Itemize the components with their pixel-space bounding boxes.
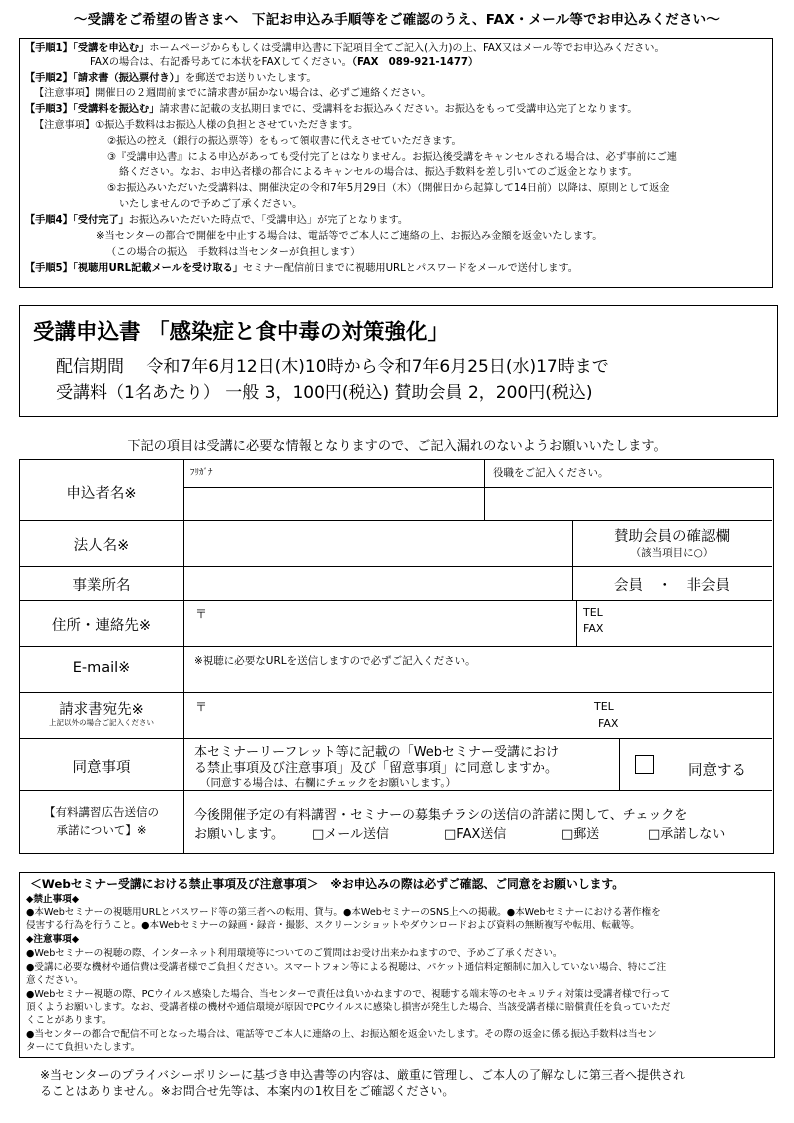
caution-item-3: ●Webセミナー視聴の際、PCウイルス感染した場合、当センターで責任は負いかねますので、視聴する端末等のセキュリティ対策は受講者様で行って [26, 989, 671, 1000]
intro-note: 下記の項目は受講に必要な情報となりますので、ご記入漏れのないようお願いいたします。 [127, 439, 667, 454]
application-title-box [19, 305, 778, 417]
address-contact-label: 住所・連絡先※ [51, 618, 152, 634]
notice-title: ＜Webセミナー受講における禁止事項及び注意事項＞ ※お申込みの際は必ずご確認、ご同意をお願いします。 [30, 877, 625, 891]
member-check-subtitle: （該当項目に○） [630, 547, 714, 559]
invoice-address-label: 請求書宛先※ [59, 702, 144, 718]
step-3-note-4: ⑤お振込みいただいた受講料は、開催決定の令和7年5月29日（木）（開催日から起算して14日前）以降は、原則として返金 [107, 183, 670, 194]
caution-heading: ◆注意事項◆ [26, 934, 80, 945]
ads-option-fax[interactable]: □FAX送信 [444, 827, 507, 842]
position-label: 役職をご記入ください。 [493, 467, 609, 479]
step-5 [25, 262, 578, 275]
email-field[interactable] [190, 667, 766, 689]
consent-checkbox[interactable] [635, 755, 654, 774]
step-4-note-1: ※当センターの都合で開催を中止する場合は、電話等でご本人にご連絡の上、お振込み金額を返金いたします。 [96, 231, 603, 242]
fax-label: FAX [583, 622, 604, 635]
step-4-label: 【手順4】「受付完了」 [25, 215, 129, 226]
page-title: 受講申込書 「感染症と食中毒の対策強化」 [33, 320, 449, 345]
caution-item-4: ●当センターの都合で配信不可となった場合は、電話等でご本人に連絡の上、お振込額を返金いたします。その際の返金に係る振込手数料は当セン [26, 1029, 657, 1040]
step-3 [25, 103, 637, 116]
caution-item-2: ●受講に必要な機材や通信費は受講者様でご負担ください。スマートフォン等による視聴は、パケット通信料定額制に加入していない場合、特にご注 [26, 962, 667, 973]
postal-mark: 〒 [195, 607, 208, 621]
office-name-field[interactable] [190, 570, 566, 596]
privacy-note-line1: ※当センターのプライバシーポリシーに基づき申込書等の内容は、厳重に管理し、ご本人の了解なしに第三者へ提供され [40, 1068, 685, 1082]
course-fee: 受講料（1名あたり） 一般 3，100円(税込) 賛助会員 2，200円(税込) [56, 383, 593, 403]
prohibited-item-2: 侵害する行為を行うこと。●本Webセミナーの録画・録音・撮影、スクリーンショットやダウンロードおよび資料の無断複写や転用、転載等。 [26, 920, 640, 931]
step-3-note-3-cont: 絡ください。なお、お申込者様の都合によるキャンセルの場合は、振込手数料を差し引いてのご返金となります。 [119, 167, 638, 178]
ads-consent-label-line2: 承諾について】※ [56, 823, 147, 837]
step-3-label: 【手順3】「受講料を振込む」 [25, 104, 160, 115]
caution-item-4-cont: ターにて負担いたします。 [26, 1042, 141, 1053]
ads-consent-label-line1: 【有料講習広告送信の [44, 805, 159, 819]
caution-item-2-cont: 意ください。 [26, 975, 84, 986]
step-4-text: お振込みいただいた時点で、「受講申込」が完了となります。 [128, 215, 409, 226]
invoice-tel-label: TEL [594, 700, 614, 713]
consent-text-line2: る禁止事項及び注意事項」及び「留意事項」に同意しますか。 [194, 761, 559, 776]
step-3-note-4-cont: いたしませんので予めご了承ください。 [119, 199, 303, 210]
ads-option-post[interactable]: □郵送 [561, 827, 600, 842]
fax-note-text: FAXの場合は、右記番号あてに本状をFAXしてください。 [90, 57, 352, 68]
step-1-label: 【手順1】「受講を申込む」 [25, 43, 150, 54]
applicant-name-field[interactable] [190, 490, 478, 516]
privacy-note [40, 1067, 685, 1099]
step-2 [25, 72, 317, 85]
caution-item-3-cont: 頂くようお願いします。なお、受講者様の機材や通信環境が原因でPCウイルスに感染し損害が発生した場合、当該受講者様に賠償責任を負っていただ [26, 1002, 671, 1013]
step-2-note: 【注意事項】開催日の２週間前までに請求書が届かない場合は、必ずご連絡ください。 [34, 88, 432, 99]
email-label: E-mail※ [72, 660, 131, 676]
step-3-note-1: 【注意事項】①振込手数料はお振込人様の負担とさせていただきます。 [34, 120, 359, 131]
step-1-text: ホームページからもしくは受講申込書に下記項目全てご記入(入力)の上、FAX又はメール等でお申込みください。 [149, 43, 665, 54]
fax-number: （FAX 089-921-1477） [351, 57, 479, 68]
prohibited-item-1: ●本Webセミナーの視聴用URLとパスワード等の第三者への転用、貸与。●本WebセミナーのSNS上への掲載。●本Webセミナーにおける著作権を [26, 907, 661, 918]
step-5-text: セミナー配信前日までに視聴用URLとパスワードをメールで送付します。 [242, 263, 578, 274]
privacy-note-line2: ることはありません。※お問合せ先等は、本案内の1枚目をご確認ください。 [40, 1084, 455, 1098]
caution-item-3-cont2: くことがあります。 [26, 1015, 112, 1026]
invoice-address-note: 上記以外の場合ご記入ください [49, 718, 154, 727]
tel-label: TEL [583, 606, 603, 619]
broadcast-period: 配信期間 令和7年6月12日(木)10時から令和7年6月25日(水)17時まで [56, 357, 609, 377]
step-3-note-2: ②振込の控え（銀行の振込票等）をもって領収書に代えさせていただきます。 [107, 136, 462, 147]
address-field[interactable] [210, 604, 570, 642]
ads-consent-text-line2: お願いします。 [194, 827, 284, 842]
position-field[interactable] [490, 490, 766, 516]
caution-item-1: ●Webセミナーの視聴の際、インターネット利用環境等についてのご質問はお受け出来かねますので、予めご了承ください。 [26, 948, 563, 959]
consent-text-line3: （同意する場合は、右欄にチェックをお願いします。） [200, 777, 457, 789]
step-4 [25, 214, 408, 227]
ads-consent-text: 今後開催予定の有料講習・セミナーの募集チラシの送信の許諾に関して、チェックを [194, 808, 688, 823]
company-name-label: 法人名※ [73, 538, 130, 554]
step-2-label: 【手順2】「請求書（振込票付き）」 [25, 73, 185, 84]
step-5-label: 【手順5】「視聴用URL記載メールを受け取る」 [25, 263, 243, 274]
prohibited-heading: ◆禁止事項◆ [26, 894, 80, 905]
company-name-field[interactable] [190, 524, 566, 562]
invoice-fax-label: FAX [598, 717, 619, 730]
web-seminar-notice-box [19, 872, 775, 1058]
procedure-steps-box [19, 38, 773, 288]
header-banner: ～受講をご希望の皆さまへ 下記お申込み手順等をご確認のうえ、FAX・メール等でお申込みください～ [73, 12, 721, 28]
step-3-note-3: ③『受講申込書』による申込があっても受付完了とはなりません。お振込後受講をキャンセルされる場合は、必ず事前にご連 [107, 152, 677, 163]
step-2-text: を郵送でお送りいたします。 [184, 73, 317, 84]
application-form-table [19, 459, 774, 854]
consent-option-label: 同意する [688, 763, 746, 779]
ads-option-email[interactable]: □メール送信 [312, 827, 390, 842]
step-4-note-2: （この場合の振込 手数料は当センターが負担します） [106, 247, 361, 258]
applicant-name-label: 申込者名※ [66, 486, 137, 502]
furigana-label: ﾌﾘｶﾞﾅ [190, 468, 213, 478]
consent-label: 同意事項 [72, 760, 131, 776]
member-options[interactable]: 会員 ・ 非会員 [614, 578, 730, 594]
invoice-address-field[interactable] [210, 696, 580, 734]
invoice-postal-mark: 〒 [195, 700, 208, 714]
email-note: ※視聴に必要なURLを送信しますので必ずご記入ください。 [194, 655, 476, 667]
step-1-fax-note [90, 56, 478, 69]
consent-text-line1: 本セミナーリーフレット等に記載の「Webセミナー受講におけ [194, 745, 560, 760]
member-check-title: 賛助会員の確認欄 [614, 529, 730, 545]
office-name-label: 事業所名 [72, 578, 131, 594]
ads-option-decline[interactable]: □承諾しない [648, 827, 726, 842]
step-3-text: 請求書に記載の支払期日までに、受講料をお振込みください。お振込をもって受講申込完了となります。 [159, 104, 638, 115]
step-1 [25, 42, 665, 55]
